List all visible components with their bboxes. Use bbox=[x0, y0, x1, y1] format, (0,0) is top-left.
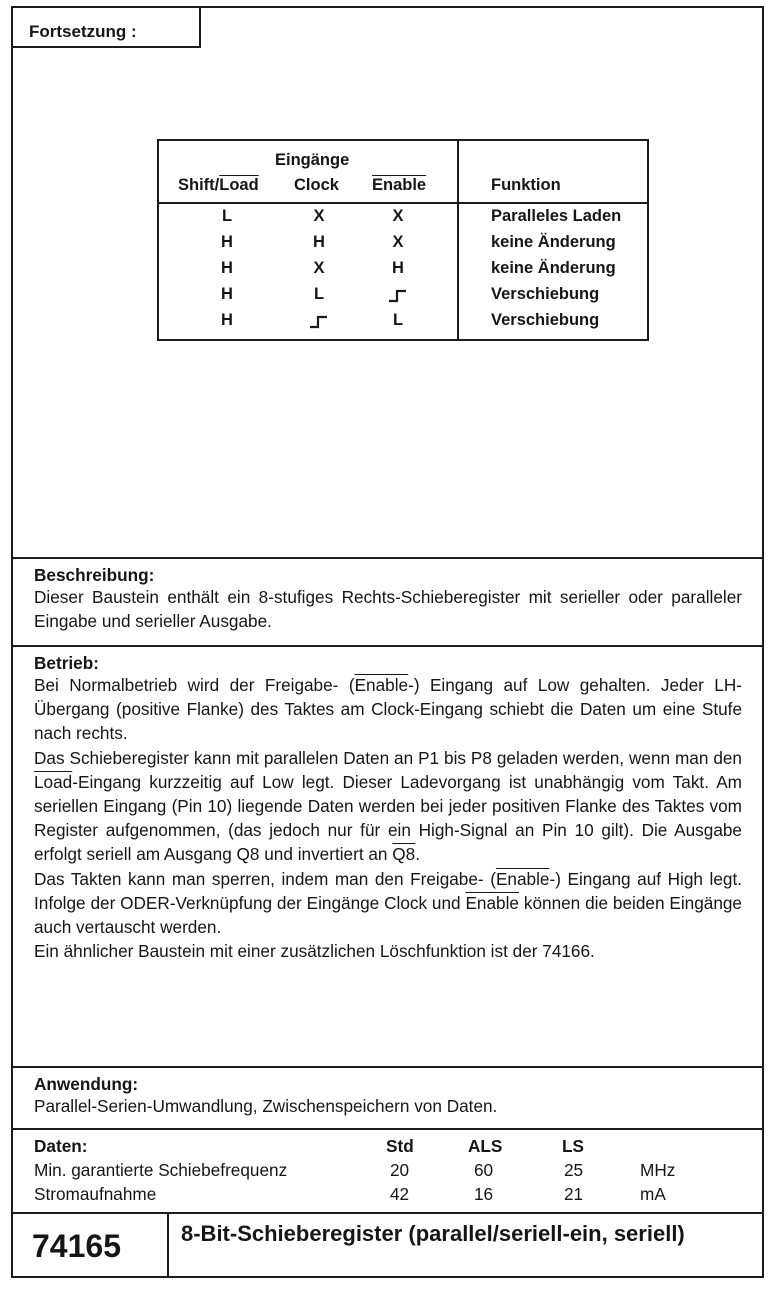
table-cell-function: keine Änderung bbox=[491, 233, 616, 251]
truth-table bbox=[157, 139, 649, 341]
table-vertical-divider bbox=[457, 141, 459, 339]
part-number: 74165 bbox=[11, 1214, 169, 1278]
description-section bbox=[11, 557, 764, 645]
table-cell-clock: H bbox=[313, 233, 325, 251]
continuation-tab: Fortsetzung : bbox=[11, 6, 201, 48]
description-text: Dieser Baustein enthält ein 8-stufiges Rechts-Schieberegister mit serieller oder paralleler Eingabe und serieller Ausgabe. bbox=[34, 587, 742, 632]
operation-paragraph-3: Das Takten kann man sperren, indem man den Freigabe- (Enable-) Eingang auf High legt. Infolge der ODER-Verknüpfung der Eingänge Clock und Enable können die beiden Eingänge auch vertauscht werden. bbox=[34, 868, 742, 938]
application-section bbox=[11, 1066, 764, 1128]
table-cell-shift-load: L bbox=[221, 207, 233, 225]
operation-paragraph-1: Bei Normalbetrieb wird der Freigabe- (Enable-) Eingang auf Low gehalten. Jeder LH-Übergang (positive Flanke) des Taktes am Clock-Eingang schiebt die Daten um eine Stufe nach rechts. bbox=[34, 675, 743, 744]
rising-edge-icon bbox=[310, 315, 328, 325]
table-cell-clock bbox=[299, 311, 339, 330]
data-cell-ls: 21 bbox=[564, 1184, 584, 1204]
table-cell-clock: X bbox=[313, 259, 325, 277]
table-cell-function: Verschiebung bbox=[491, 311, 600, 329]
data-heading: Daten: bbox=[34, 1136, 88, 1156]
table-cell-function: Paralleles Laden bbox=[491, 207, 622, 225]
application-text: Parallel-Serien-Umwandlung, Zwischenspeichern von Daten. bbox=[34, 1096, 498, 1116]
table-cell-function: Verschiebung bbox=[491, 285, 600, 303]
data-cell-std: 42 bbox=[390, 1184, 410, 1204]
data-row bbox=[34, 1158, 742, 1182]
application-heading: Anwendung: bbox=[34, 1074, 139, 1094]
table-cell-enable: L bbox=[392, 311, 404, 329]
table-cell-shift-load: H bbox=[221, 285, 233, 303]
table-cell-shift-load: H bbox=[221, 311, 233, 329]
footer bbox=[11, 1212, 764, 1278]
data-cell-label: Stromaufnahme bbox=[34, 1184, 157, 1204]
data-cell-unit: mA bbox=[640, 1184, 666, 1204]
data-cell-als: 16 bbox=[474, 1184, 494, 1204]
part-title: 8-Bit-Schieberegister (parallel/seriell-ein, seriell) bbox=[181, 1221, 685, 1246]
operation-section bbox=[11, 645, 764, 1066]
data-cell-ls: 25 bbox=[564, 1160, 584, 1180]
data-col-ls: LS bbox=[562, 1136, 584, 1156]
col-header-enable: Enable bbox=[372, 176, 427, 194]
rising-edge-icon bbox=[389, 289, 407, 299]
table-horizontal-divider bbox=[159, 202, 647, 204]
data-header-row bbox=[34, 1134, 742, 1158]
col-header-function: Funktion bbox=[491, 176, 561, 194]
data-cell-als: 60 bbox=[474, 1160, 494, 1180]
data-col-std: Std bbox=[386, 1136, 414, 1156]
data-cell-std: 20 bbox=[390, 1160, 410, 1180]
table-cell-enable: X bbox=[392, 233, 404, 251]
operation-heading: Betrieb: bbox=[34, 653, 99, 673]
inputs-group-label: Eingänge bbox=[275, 151, 350, 169]
table-cell-clock: X bbox=[313, 207, 325, 225]
table-cell-function: keine Änderung bbox=[491, 259, 616, 277]
table-cell-enable: H bbox=[392, 259, 404, 277]
operation-paragraph-2: Das Schieberegister kann mit parallelen Daten an P1 bis P8 geladen werden, wenn man den Load-Eingang kurzzeitig auf Low legt. Dieser Ladevorgang ist unabhängig vom Takt. Am seriellen Eingang (Pin 10) liegende Daten werden bei jeder positiven Flanke des Taktes vom Register aufgenommen, (das jedoch nur für ein High-Signal an Pin 10 gilt). Die Ausgabe erfolgt seriell am Ausgang Q8 und invertiert an Q8. bbox=[34, 747, 742, 865]
table-cell-enable bbox=[378, 285, 418, 304]
table-cell-shift-load: H bbox=[221, 233, 233, 251]
col-header-clock: Clock bbox=[294, 176, 339, 194]
operation-paragraph-4: Ein ähnlicher Baustein mit einer zusätzlichen Löschfunktion ist der 74166. bbox=[34, 941, 595, 962]
table-cell-enable: X bbox=[392, 207, 404, 225]
data-section bbox=[11, 1128, 764, 1214]
table-cell-clock: L bbox=[313, 285, 325, 303]
col-header-shift-load: Shift/Load bbox=[178, 176, 259, 194]
data-cell-label: Min. garantierte Schiebefrequenz bbox=[34, 1160, 288, 1180]
description-heading: Beschreibung: bbox=[34, 565, 155, 585]
data-cell-unit: MHz bbox=[640, 1160, 676, 1180]
table-cell-shift-load: H bbox=[221, 259, 233, 277]
data-col-als: ALS bbox=[468, 1136, 503, 1156]
data-row bbox=[34, 1182, 742, 1206]
